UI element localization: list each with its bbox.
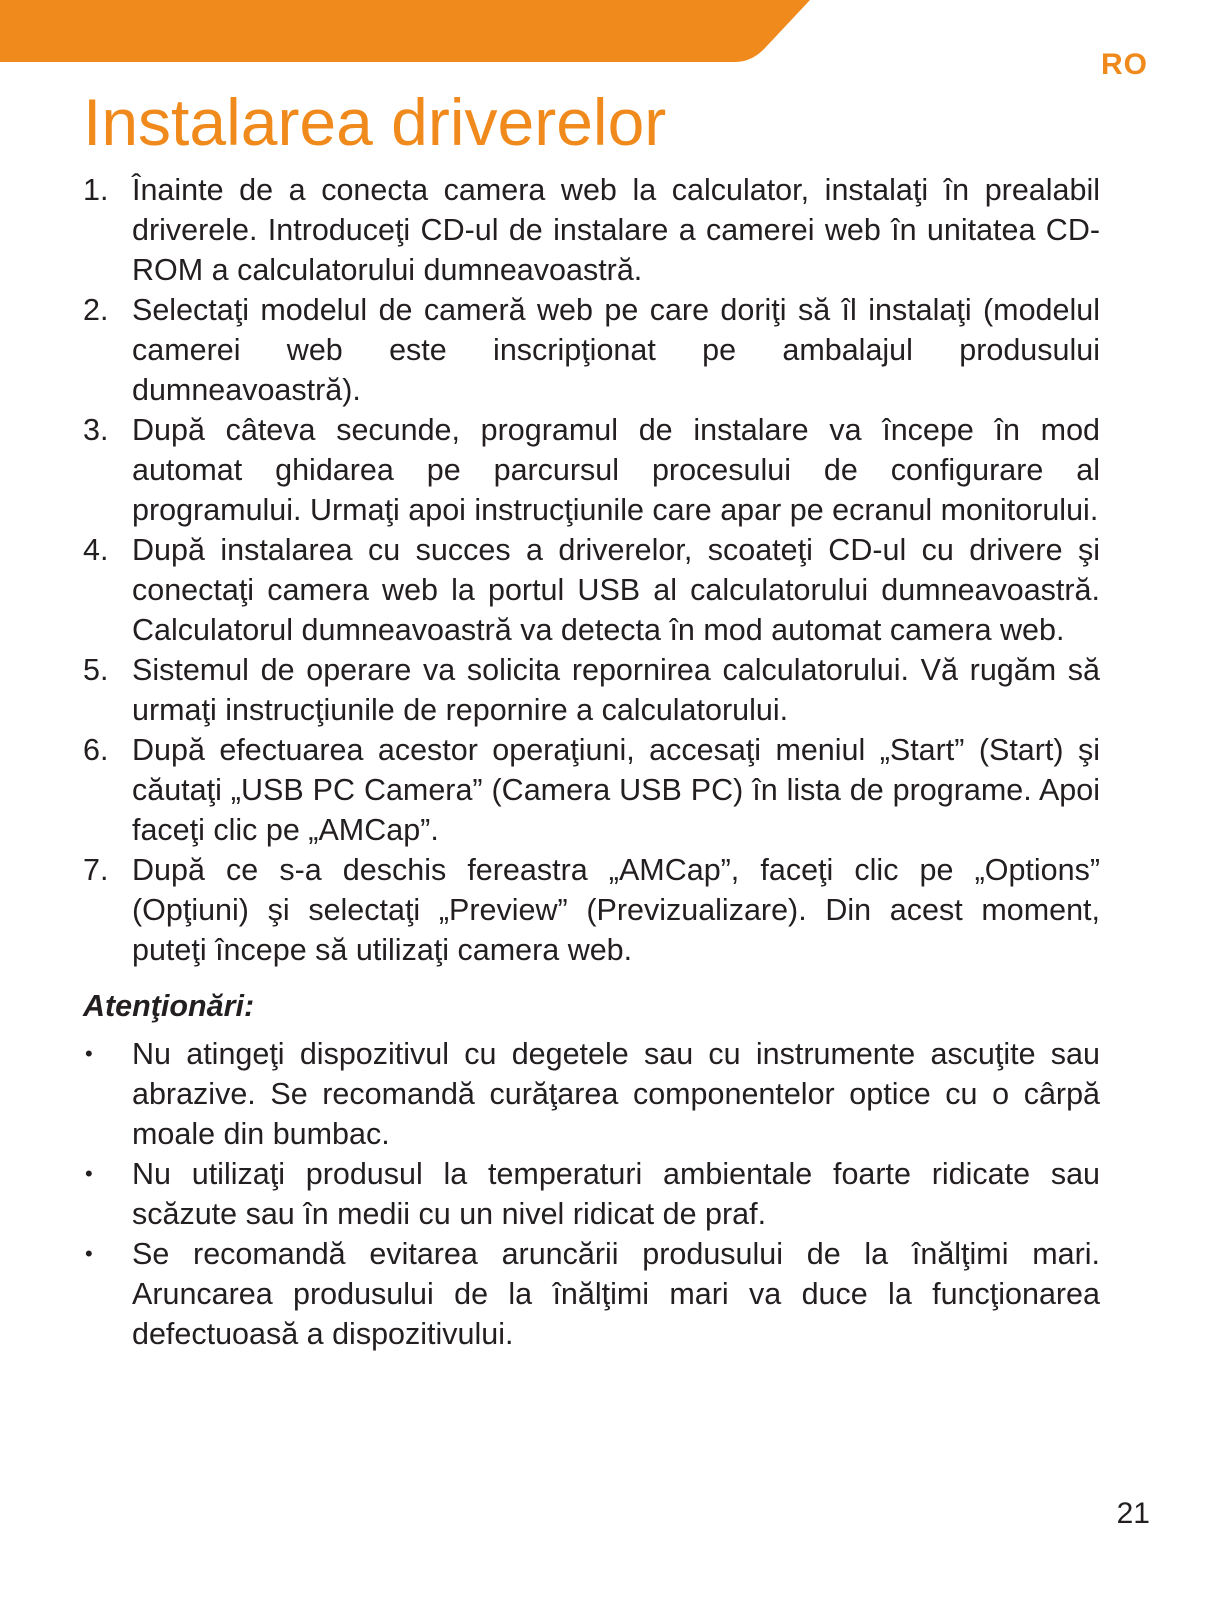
step-item [83, 850, 1100, 970]
step-text: După câteva secunde, programul de instalare va începe în mod automat ghidarea pe parcursul procesului de configurare al programului. Urmaţi apoi instrucţiunile care apar pe ecranul monitorului. [132, 413, 1100, 527]
step-number: 2. [83, 293, 109, 327]
page-title: Instalarea driverelor [83, 85, 667, 159]
language-tag: RO [1101, 48, 1148, 81]
step-item [83, 170, 1100, 290]
step-text: După instalarea cu succes a driverelor, scoateţi CD-ul cu drivere şi conectaţi camera web la portul USB al calculatorului dumneavoastră. Calculatorul dumneavoastră va detecta în mod automat camera web. [132, 533, 1100, 647]
step-text: După ce s-a deschis fereastra „AMCap”, faceţi clic pe „Options” (Opţiuni) şi selectaţi „Preview” (Previzualizare). Din acest moment, puteţi începe să utilizaţi camera web. [132, 853, 1100, 967]
warning-item [83, 1234, 1100, 1354]
warning-text: Nu atingeţi dispozitivul cu degetele sau cu instrumente ascuţite sau abrazive. Se recomandă curăţarea componentelor optice cu o cârpă moale din bumbac. [132, 1037, 1100, 1151]
bullet-icon: • [85, 1241, 93, 1266]
bullet-icon: • [85, 1161, 93, 1186]
page-number: 21 [1116, 1497, 1150, 1530]
bullet-icon: • [85, 1041, 93, 1066]
step-number: 4. [83, 533, 109, 567]
step-item [83, 530, 1100, 650]
step-number: 7. [83, 853, 109, 887]
header-tab-shape [0, 0, 810, 62]
warnings-list [83, 1034, 1100, 1354]
step-item [83, 290, 1100, 410]
main-content [83, 170, 1100, 1354]
header-band [0, 0, 1216, 62]
step-item [83, 410, 1100, 530]
step-text: Înainte de a conecta camera web la calculator, instalaţi în prealabil driverele. Introduceţi CD-ul de instalare a camerei web în unitatea CD-ROM a calculatorului dumneavoastră. [132, 173, 1100, 287]
step-text: Sistemul de operare va solicita repornirea calculatorului. Vă rugăm să urmaţi instrucţiunile de repornire a calculatorului. [132, 653, 1100, 727]
step-text: După efectuarea acestor operaţiuni, accesaţi meniul „Start” (Start) şi căutaţi „USB PC Camera” (Camera USB PC) în lista de programe. Apoi faceţi clic pe „AMCap”. [132, 733, 1100, 847]
step-item [83, 730, 1100, 850]
step-text: Selectaţi modelul de cameră web pe care doriţi să îl instalaţi (modelul camerei web este inscripţionat pe ambalajul produsului dumneavoastră). [132, 293, 1100, 407]
installation-steps [83, 170, 1100, 970]
warning-item [83, 1034, 1100, 1154]
warning-text: Se recomandă evitarea aruncării produsului de la înălţimi mari. Aruncarea produsului de la înălţimi mari va duce la funcţionarea defectuoasă a dispozitivului. [132, 1237, 1100, 1351]
step-item [83, 650, 1100, 730]
warning-item [83, 1154, 1100, 1234]
step-number: 3. [83, 413, 109, 447]
warning-text: Nu utilizaţi produsul la temperaturi ambientale foarte ridicate sau scăzute sau în medii cu un nivel ridicat de praf. [132, 1157, 1100, 1231]
step-number: 5. [83, 653, 109, 687]
step-number: 1. [83, 173, 109, 207]
warnings-heading: Atenţionări: [83, 989, 255, 1023]
step-number: 6. [83, 733, 109, 767]
